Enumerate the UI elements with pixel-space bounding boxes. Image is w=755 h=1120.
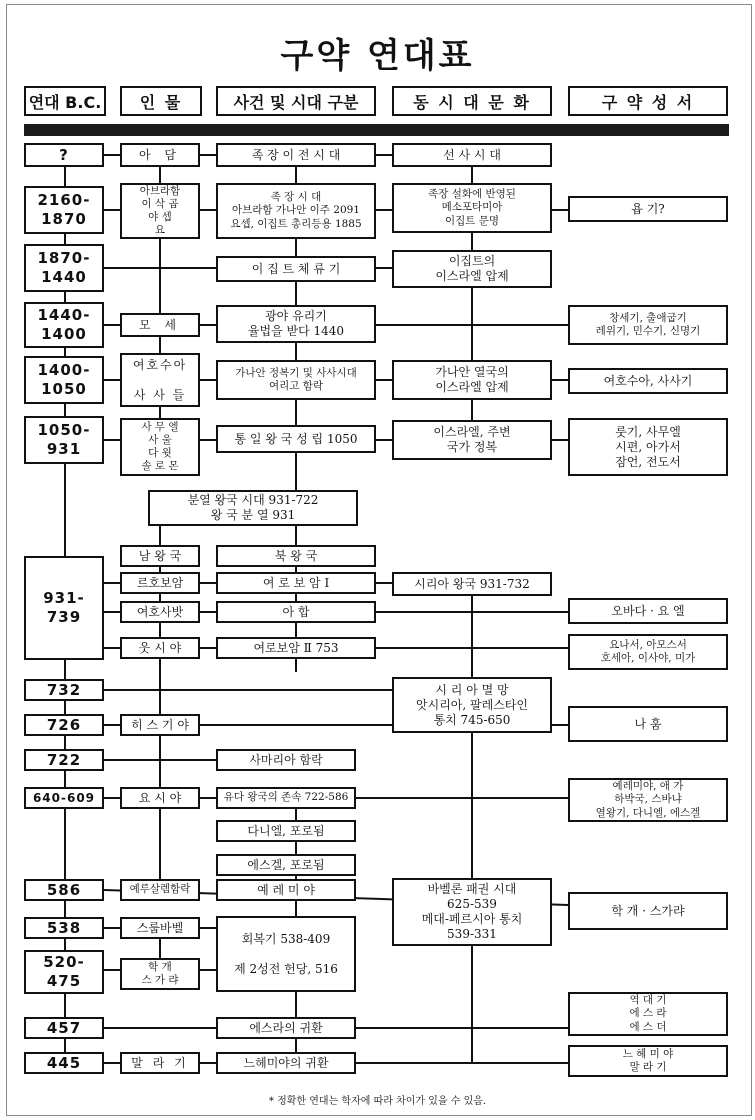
book-job: 욥 기? (568, 196, 728, 222)
person-jerusalem-fall: 예루살렘함락 (120, 879, 200, 901)
event-daniel-captive: 다니엘, 포로됨 (216, 820, 356, 842)
person-joshua-judges: 여호수아 사 사 들 (120, 353, 200, 407)
header-person: 인 물 (120, 86, 202, 116)
culture-syria-kingdom: 시리아 왕국 931-732 (392, 572, 552, 596)
page-title: 구약 연대표 (280, 36, 475, 76)
event-patriarch-era: 족 장 시 대 아브라함 가나안 이주 2091 요셉, 이집트 총리등용 1885 (216, 183, 376, 239)
year-box-722: 722 (24, 749, 104, 771)
person-rehoboam: 르호보암 (120, 572, 200, 594)
year-box-640: 640-609 (24, 787, 104, 809)
book-obadiah-joel: 오바다 · 요 엘 (568, 598, 728, 624)
book-haggai-zechariah: 학 개 · 스가랴 (568, 892, 728, 930)
culture-syria-fall: 시 리 아 멸 망 앗시리아, 팔레스타인 통치 745-650 (392, 677, 552, 733)
person-moses: 모 세 (120, 313, 200, 337)
event-united-kingdom: 통 일 왕 국 성 립 1050 (216, 425, 376, 453)
event-jeremiah: 예 레 미 야 (216, 879, 356, 901)
year-box-2160: 2160- 1870 (24, 186, 104, 234)
person-malachi: 말 라 기 (120, 1052, 200, 1074)
event-ezekiel-captive: 에스겔, 포로됨 (216, 854, 356, 876)
book-ruth-wisdom: 룻기, 사무엘 시편, 아가서 잠언, 전도서 (568, 418, 728, 476)
header-event: 사건 및 시대 구분 (216, 86, 376, 116)
culture-babylon-era: 바벨론 패권 시대 625-539 메대-페르시아 통치 539-331 (392, 878, 552, 946)
event-ahab: 아 합 (216, 601, 376, 623)
book-nehemiah-malachi: 느 헤 미 야 말 라 기 (568, 1045, 728, 1077)
event-samaria-fall: 사마리아 함락 (216, 749, 356, 771)
culture-egypt-oppression: 이집트의 이스라엘 압제 (392, 250, 552, 288)
person-uzziah: 웃 시 야 (120, 637, 200, 659)
event-judah-remains: 유다 왕국의 존속 722-586 (216, 787, 356, 809)
culture-prehistoric: 선 사 시 대 (392, 143, 552, 167)
person-josiah: 요 시 야 (120, 787, 200, 809)
year-box-457: 457 (24, 1017, 104, 1039)
person-patriarchs: 아브라함 이 삭 곱 야 셉 요 (120, 183, 200, 239)
event-southern-kingdom: 남 왕 국 (120, 545, 200, 567)
year-box-732: 732 (24, 679, 104, 701)
year-box-1440: 1440- 1400 (24, 302, 104, 348)
event-ezra-return: 에스라의 귀환 (216, 1017, 356, 1039)
year-box-726: 726 (24, 714, 104, 736)
event-jeroboam-2: 여로보암 Ⅱ 753 (216, 637, 376, 659)
person-hezekiah: 히 스 기 야 (120, 714, 200, 736)
book-chronicles-ezra-esther: 역 대 기 에 스 라 에 스 더 (568, 992, 728, 1036)
year-box-445: 445 (24, 1052, 104, 1074)
book-jeremiah-group: 예레미야, 애 가 하박국, 스바냐 열왕기, 다니엘, 에스겔 (568, 778, 728, 822)
year-box-1400: 1400- 1050 (24, 356, 104, 404)
event-restoration: 회복기 538-409 제 2성전 헌당, 516 (216, 916, 356, 992)
book-pentateuch: 창세기, 출애굽기 레위기, 민수기, 신명기 (568, 305, 728, 345)
event-jeroboam-1: 여 로 보 암 Ⅰ (216, 572, 376, 594)
person-haggai-zechariah: 학 개 스 가 랴 (120, 958, 200, 990)
event-conquest: 가나안 정복기 및 사사시대 여리고 함락 (216, 360, 376, 400)
year-box-1050: 1050- 931 (24, 416, 104, 464)
event-divided-kingdom: 분열 왕국 시대 931-722 왕 국 분 열 931 (148, 490, 358, 526)
culture-canaan-oppression: 가나안 열국의 이스라엘 압제 (392, 360, 552, 400)
book-minor-prophets: 요나서, 아모스서 호세아, 이사야, 미가 (568, 634, 728, 670)
person-kings: 사 무 엘 사 울 다 윗 솔 로 몬 (120, 418, 200, 476)
year-box-538: 538 (24, 917, 104, 939)
year-box-586: 586 (24, 879, 104, 901)
person-jehoshaphat: 여호사밧 (120, 601, 200, 623)
book-nahum: 나 훔 (568, 706, 728, 742)
year-box-520: 520- 475 (24, 950, 104, 994)
culture-israel-conquest: 이스라엘, 주변 국가 정복 (392, 420, 552, 460)
event-pre-patriarch: 족 장 이 전 시 대 (216, 143, 376, 167)
person-zerubbabel: 스룹바벨 (120, 917, 200, 939)
event-egypt-sojourn: 이 집 트 체 류 기 (216, 256, 376, 282)
event-wilderness: 광야 유리기 율법을 받다 1440 (216, 305, 376, 343)
footnote: * 정확한 연대는 학자에 따라 차이가 있을 수 있음. (268, 1096, 487, 1107)
event-nehemiah-return: 느헤미야의 귀환 (216, 1052, 356, 1074)
person-adam: 아 담 (120, 143, 200, 167)
book-joshua-judges: 여호수아, 사사기 (568, 368, 728, 394)
year-box-unknown: ? (24, 143, 104, 167)
year-box-931: 931- 739 (24, 556, 104, 660)
header-culture: 동 시 대 문 화 (392, 86, 552, 116)
year-box-1870: 1870- 1440 (24, 244, 104, 292)
header-books: 구 약 성 서 (568, 86, 728, 116)
culture-mesopotamia-egypt: 족장 설화에 반영된 메소포타미아 이집트 문명 (392, 183, 552, 233)
event-northern-kingdom: 북 왕 국 (216, 545, 376, 567)
header-year: 연대 B.C. (24, 86, 106, 116)
